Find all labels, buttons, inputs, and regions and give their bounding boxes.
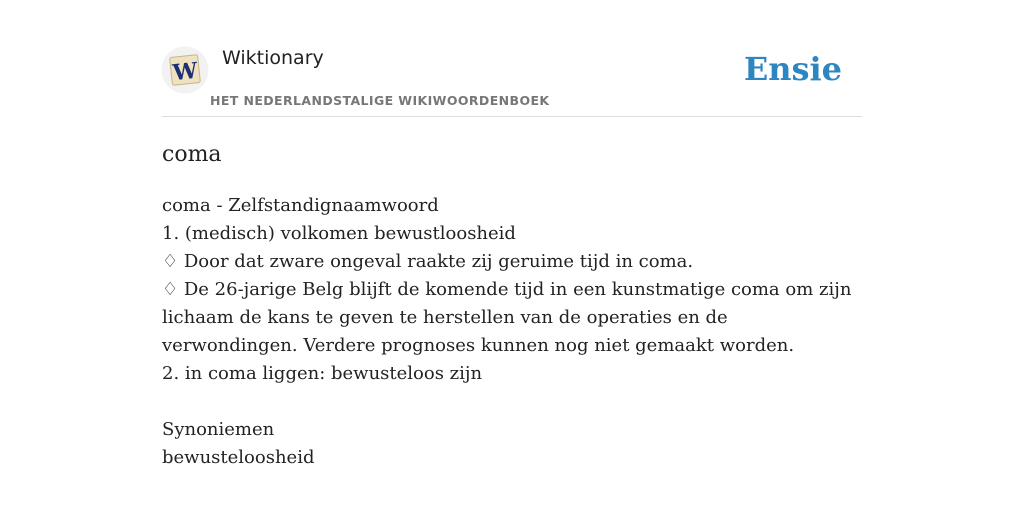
site-header bbox=[162, 0, 862, 117]
spacer bbox=[162, 388, 862, 416]
synonyms-heading: Synoniemen bbox=[162, 419, 275, 440]
page-title: coma bbox=[162, 142, 222, 167]
site-tagline: HET NEDERLANDSTALIGE WIKIWOORDENBOEK bbox=[210, 93, 550, 108]
definition-line-2: 2. in coma liggen: bewusteloos zijn bbox=[162, 363, 483, 384]
wiktionary-logo-icon[interactable] bbox=[162, 47, 208, 93]
site-name[interactable]: Wiktionary bbox=[222, 47, 324, 69]
definition-line-1: 1. (medisch) volkomen bewustloosheid bbox=[162, 223, 516, 244]
svg-text:W: W bbox=[171, 57, 199, 87]
example-line-1: ♢ Door dat zware ongeval raakte zij geruime tijd in coma. bbox=[162, 251, 694, 272]
part-of-speech-line: coma - Zelfstandignaamwoord bbox=[162, 195, 439, 216]
page bbox=[162, 0, 862, 512]
definition-body bbox=[162, 192, 862, 472]
example-line-2: ♢ De 26-jarige Belg blijft de komende tijd in een kunstmatige coma om zijn lichaam de kans te geven te herstellen van de operaties en de verwondingen. Verdere prognoses kunnen nog niet gemaakt worden. bbox=[162, 279, 852, 356]
ensie-brand-link[interactable]: Ensie bbox=[743, 50, 842, 88]
synonyms-value: bewusteloosheid bbox=[162, 447, 315, 468]
